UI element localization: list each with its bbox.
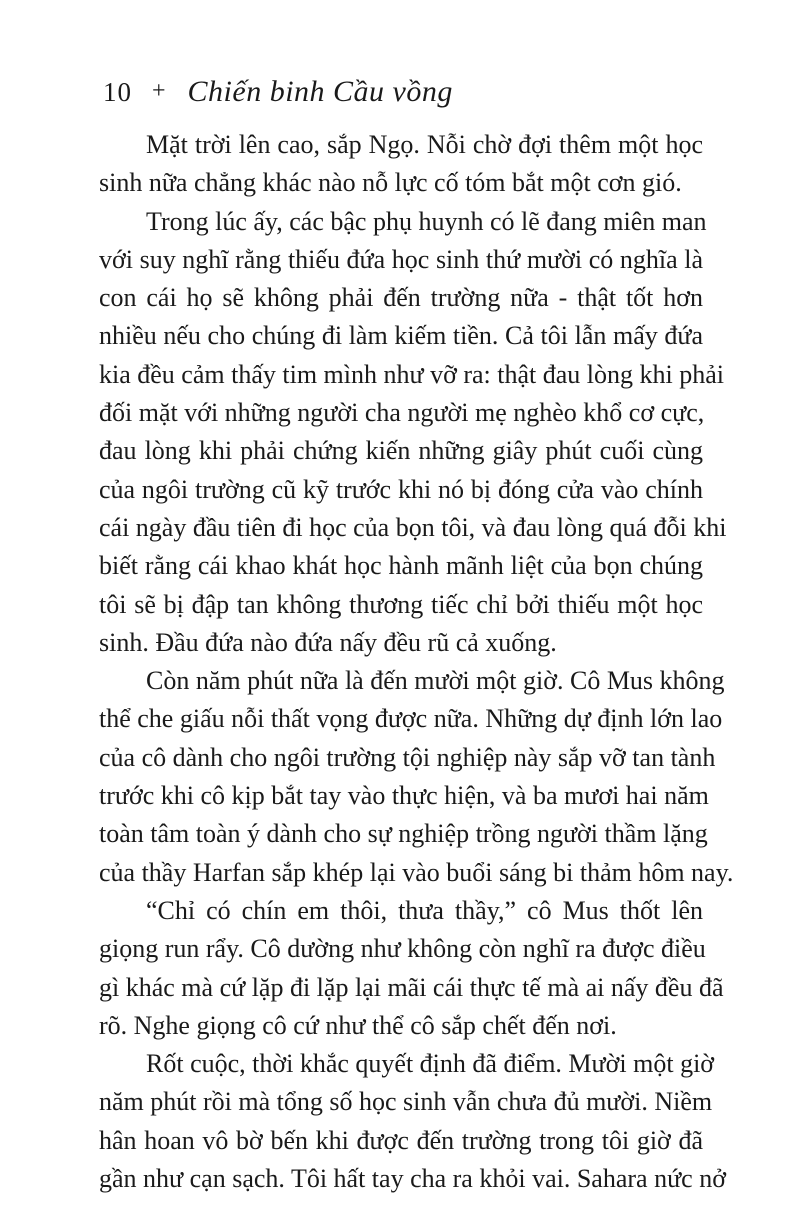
text-line: biết rằng cái khao khát học hành mãnh liệt của bọn chúng xyxy=(99,551,703,581)
text-line: Còn năm phút nữa là đến mười một giờ. Cô Mus không xyxy=(146,666,725,696)
cross-ornament-icon: + xyxy=(152,77,166,104)
text-line: Trong lúc ấy, các bậc phụ huynh có lẽ đang miên man xyxy=(146,206,707,236)
text-line: gì khác mà cứ lặp đi lặp lại mãi cái thực tế mà ai nấy đều đã xyxy=(99,972,724,1002)
body-text xyxy=(99,126,734,1198)
text-line: trước khi cô kịp bắt tay vào thực hiện, và ba mươi hai năm xyxy=(99,781,709,811)
text-line: nhiều nếu cho chúng đi làm kiếm tiền. Cả tôi lẫn mấy đứa xyxy=(99,321,703,351)
text-line: hân hoan vô bờ bến khi được đến trường trong tôi giờ đã xyxy=(99,1125,703,1155)
text-line: năm phút rồi mà tổng số học sinh vẫn chưa đủ mười. Niềm xyxy=(99,1087,713,1117)
text-line: sinh nữa chẳng khác nào nỗ lực cố tóm bắt một cơn gió. xyxy=(99,168,682,198)
page-number: 10 xyxy=(103,76,132,107)
paragraph xyxy=(99,1045,726,1198)
paragraph xyxy=(99,203,727,663)
text-line: cái ngày đầu tiên đi học của bọn tôi, và đau lòng quá đỗi khi xyxy=(99,512,727,542)
paragraph xyxy=(99,892,724,1045)
text-line: kia đều cảm thấy tim mình như vỡ ra: thật đau lòng khi phải xyxy=(99,359,724,389)
page-header xyxy=(103,72,453,112)
text-line: sinh. Đầu đứa nào đứa nấy đều rũ cả xuống. xyxy=(99,627,557,657)
text-line: với suy nghĩ rằng thiếu đứa học sinh thứ mười có nghĩa là xyxy=(99,244,703,274)
running-title: Chiến binh Cầu vồng xyxy=(187,75,453,108)
text-line: của ngôi trường cũ kỹ trước khi nó bị đóng cửa vào chính xyxy=(99,474,703,504)
text-line: của thầy Harfan sắp khép lại vào buổi sáng bi thảm hôm nay. xyxy=(99,857,734,887)
text-line: gần như cạn sạch. Tôi hất tay cha ra khỏi vai. Sahara nức nở xyxy=(99,1164,726,1194)
text-line: Rốt cuộc, thời khắc quyết định đã điểm. Mười một giờ xyxy=(146,1049,715,1079)
paragraph xyxy=(99,662,734,892)
text-line: toàn tâm toàn ý dành cho sự nghiệp trồng người thầm lặng xyxy=(99,819,708,849)
text-line: đau lòng khi phải chứng kiến những giây phút cuối cùng xyxy=(99,436,703,466)
text-line: thể che giấu nỗi thất vọng được nữa. Những dự định lớn lao xyxy=(99,704,723,734)
text-line: giọng run rẩy. Cô dường như không còn nghĩ ra được điều xyxy=(99,934,706,964)
text-line: tôi sẽ bị đập tan không thương tiếc chỉ bởi thiếu một học xyxy=(99,589,703,619)
text-line: con cái họ sẽ không phải đến trường nữa - thật tốt hơn xyxy=(99,283,703,313)
text-line: rõ. Nghe giọng cô cứ như thể cô sắp chết đến nơi. xyxy=(99,1010,617,1040)
text-line: đối mặt với những người cha người mẹ nghèo khổ cơ cực, xyxy=(99,398,705,428)
text-line: “Chỉ có chín em thôi, thưa thầy,” cô Mus thốt lên xyxy=(146,895,703,925)
text-line: Mặt trời lên cao, sắp Ngọ. Nỗi chờ đợi thêm một học xyxy=(146,130,703,159)
text-line: của cô dành cho ngôi trường tội nghiệp này sắp vỡ tan tành xyxy=(99,742,716,772)
paragraph xyxy=(99,126,703,203)
